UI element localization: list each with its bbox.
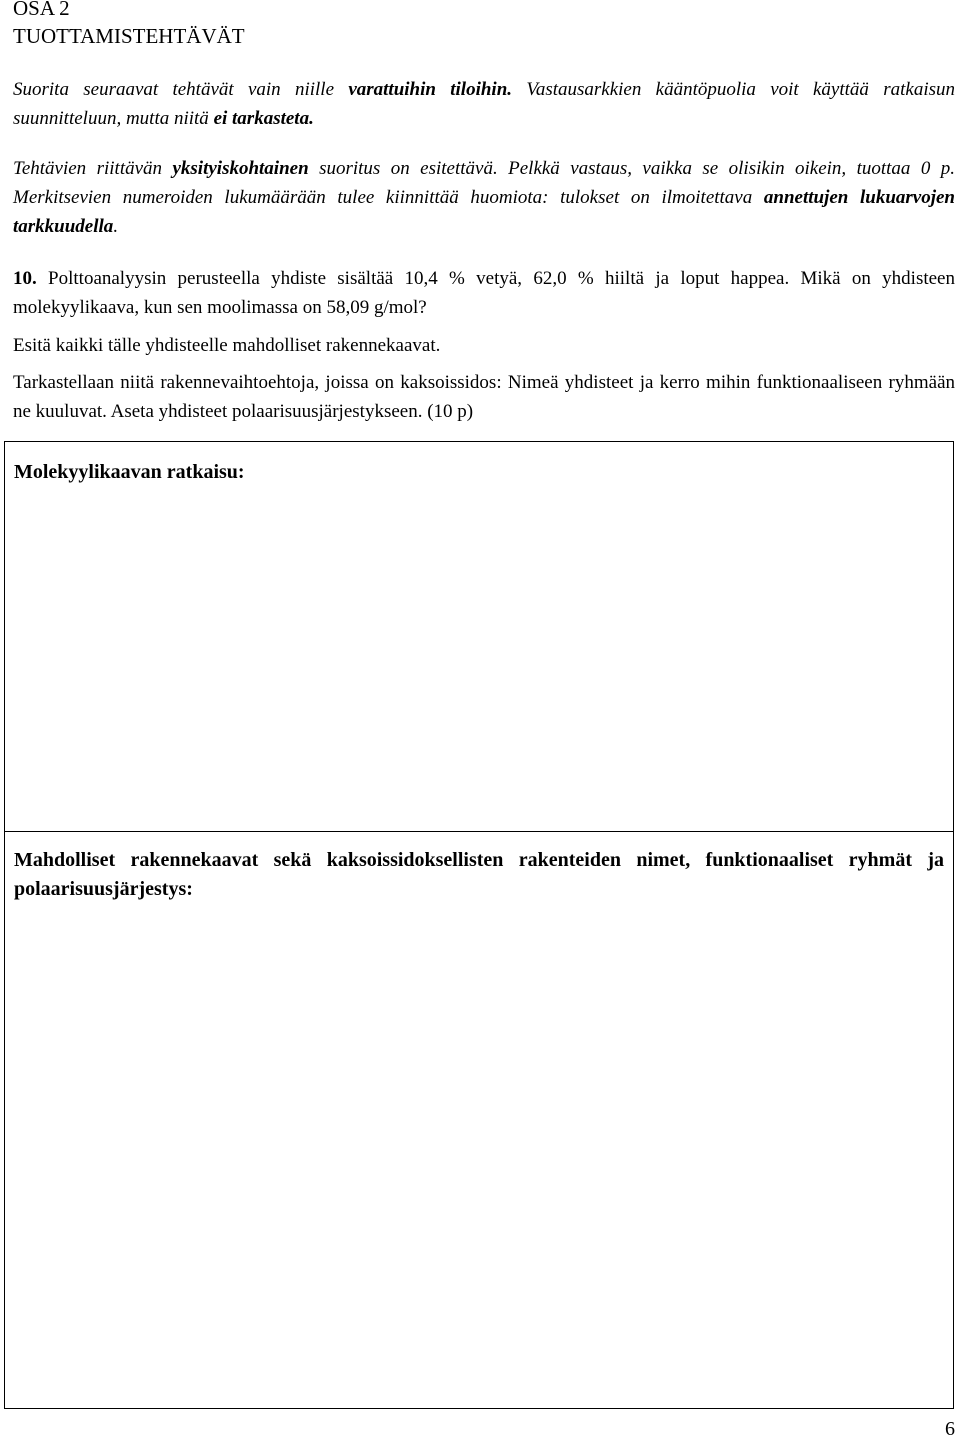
instruction-emphasis: annettujen lukuarvojen tarkkuudella bbox=[13, 187, 955, 237]
instruction-paragraph-1 bbox=[13, 75, 955, 133]
page-header bbox=[13, 0, 245, 50]
answer-box-title: Mahdolliset rakennekaavat sekä kaksoissidoksellisten rakenteiden nimet, funktionaaliset ryhmät ja polaarisuusjärjestys: bbox=[14, 849, 944, 900]
page-title: TUOTTAMISTEHTÄVÄT bbox=[13, 24, 245, 48]
task-question-2: Esitä kaikki tälle yhdisteelle mahdolliset rakennekaavat. bbox=[13, 335, 441, 356]
instruction-emphasis: yksityiskohtainen bbox=[172, 158, 309, 179]
instruction-emphasis: varattuihin tiloihin. bbox=[348, 79, 513, 100]
answer-box-structures[interactable] bbox=[4, 831, 954, 1409]
task-number: 10. bbox=[13, 268, 37, 289]
instruction-text: suoritus on esitettävä. Pelkkä vastaus, vaikka se olisikin oikein, tuottaa 0 p. Merkitsevien numeroiden lukumäärään tulee kiinnittää huomiota: tulokset on ilmoitettava bbox=[13, 158, 956, 208]
instruction-text: Tehtävien riittävän bbox=[13, 158, 173, 179]
page-number: 6 bbox=[945, 1418, 955, 1440]
answer-box-molecular-formula[interactable] bbox=[4, 441, 954, 832]
instruction-paragraph-2 bbox=[13, 154, 955, 241]
answer-box-title: Molekyylikaavan ratkaisu: bbox=[14, 461, 245, 483]
task-text: Polttoanalyysin perusteella yhdiste sisältää 10,4 % vetyä, 62,0 % hiiltä ja loput happea. Mikä on yhdisteen molekyylikaava, kun sen moolimassa on 58,09 g/mol? bbox=[13, 268, 955, 318]
instruction-text: . bbox=[113, 216, 119, 237]
task-question-3: Tarkastellaan niitä rakennevaihtoehtoja, joissa on kaksoissidos: Nimeä yhdisteet ja kerro mihin funktionaaliseen ryhmään ne kuuluvat. Aseta yhdisteet polaarisuusjärjestykseen. (10 p) bbox=[13, 372, 955, 422]
task-question-1 bbox=[13, 264, 955, 322]
instruction-emphasis: ei tarkasteta. bbox=[213, 108, 314, 129]
instruction-text: Vastausarkkien kääntöpuolia voit käyttää ratkaisun suunnitteluun, mutta niitä bbox=[13, 79, 955, 129]
part-label: OSA 2 bbox=[13, 0, 70, 20]
instruction-text: Suorita seuraavat tehtävät vain niille bbox=[13, 79, 349, 100]
